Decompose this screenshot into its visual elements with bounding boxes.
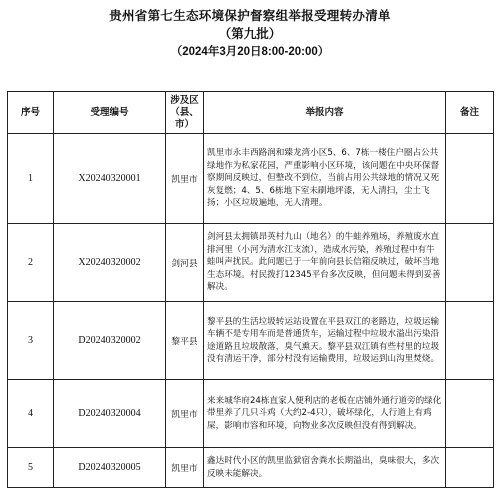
row-number: D20240320002 bbox=[54, 302, 166, 380]
row-note bbox=[446, 380, 494, 448]
row-index: 4 bbox=[8, 380, 54, 448]
header-location-line2: （县、 bbox=[170, 106, 199, 118]
table-row bbox=[8, 134, 494, 224]
row-index: 1 bbox=[8, 134, 54, 224]
table-row bbox=[8, 302, 494, 380]
row-number: D20240320004 bbox=[54, 380, 166, 448]
row-content-text: 鑫达时代小区的凯里监狱宿舍粪水长期溢出，臭味很大，多次反映未能解决。 bbox=[207, 456, 440, 479]
row-index: 2 bbox=[8, 224, 54, 302]
row-number: D20240320005 bbox=[54, 448, 166, 488]
period-label: （2024年3月20日8:00-20:00） bbox=[170, 46, 330, 58]
row-content bbox=[204, 224, 446, 302]
report-table bbox=[7, 91, 494, 488]
header-number: 受理编号 bbox=[54, 92, 166, 134]
page-title: 贵州省第七生态环境保护督察组举报受理转办清单 bbox=[109, 8, 391, 23]
row-number: X20240320001 bbox=[54, 134, 166, 224]
table-row bbox=[8, 224, 494, 302]
row-note bbox=[446, 134, 494, 224]
row-location: 凯里市 bbox=[166, 134, 204, 224]
row-content bbox=[204, 448, 446, 488]
row-note bbox=[446, 448, 494, 488]
table-header-row bbox=[8, 92, 494, 134]
row-location: 剑河县 bbox=[166, 224, 204, 302]
row-index: 3 bbox=[8, 302, 54, 380]
row-location: 黎平县 bbox=[166, 302, 204, 380]
header-note: 备注 bbox=[446, 92, 494, 134]
row-content-text: 凯里市永丰西路润和臻龙湾小区5、6、7栋一楼住户圈占公共绿地作为私家花园，严重影响小区环境，该问题在中央环保督察期间反映过，但整改不到位，当前占用公共绿地的情况又死灰复燃；4、5、6栋地下室未刷地坪漆，无人清扫，尘土飞扬；小区垃圾遍地，无人清理。 bbox=[207, 148, 440, 209]
row-content bbox=[204, 302, 446, 380]
row-location: 凯里市 bbox=[166, 448, 204, 488]
row-note bbox=[446, 302, 494, 380]
row-index: 5 bbox=[8, 448, 54, 488]
batch-label: （第九批） bbox=[218, 26, 282, 41]
row-note bbox=[446, 224, 494, 302]
table-row bbox=[8, 380, 494, 448]
header-location-line1: 涉及区 bbox=[170, 94, 199, 106]
header-location-line3: 市） bbox=[174, 118, 194, 130]
row-content bbox=[204, 380, 446, 448]
header-location bbox=[166, 92, 204, 134]
header-index: 序号 bbox=[8, 92, 54, 134]
row-location: 凯里市 bbox=[166, 380, 204, 448]
table-row bbox=[8, 448, 494, 488]
row-content-text: 黎平县的生活垃圾转运站设置在平县双江的老路边，垃圾运输车辆不是专用车而是普通货车，运输过程中垃圾水溢出污染沿途道路且垃圾散落，臭气熏天。黎平县双江镇有些村里的垃圾没有清运干净，部分村没有运输费用，垃圾运到山沟里焚烧。 bbox=[207, 316, 440, 364]
header-content: 举报内容 bbox=[204, 92, 446, 134]
row-content bbox=[204, 134, 446, 224]
row-content-text: 剑河县太拥镇昂英村九山（地名）的牛蛙养殖场，养殖废水直排河里（小河为清水江支流），造成水污染，养殖过程中有牛蛙叫声扰民。此问题已于一年前向县长信箱反映过，破坏当地生态环境。村民拨打12345平台多次反映，但问题未得到妥善解决。 bbox=[207, 232, 441, 293]
row-content-text: 来来城华府24栋直家人便利店的老板在店铺外通行道旁的绿化带里养了几只斗鸡（大约2-4只），破坏绿化，人行道上有鸡屎，影响市容和环境，向物业多次反映但没有得到解决。 bbox=[207, 395, 442, 431]
row-number: X20240320002 bbox=[54, 224, 166, 302]
